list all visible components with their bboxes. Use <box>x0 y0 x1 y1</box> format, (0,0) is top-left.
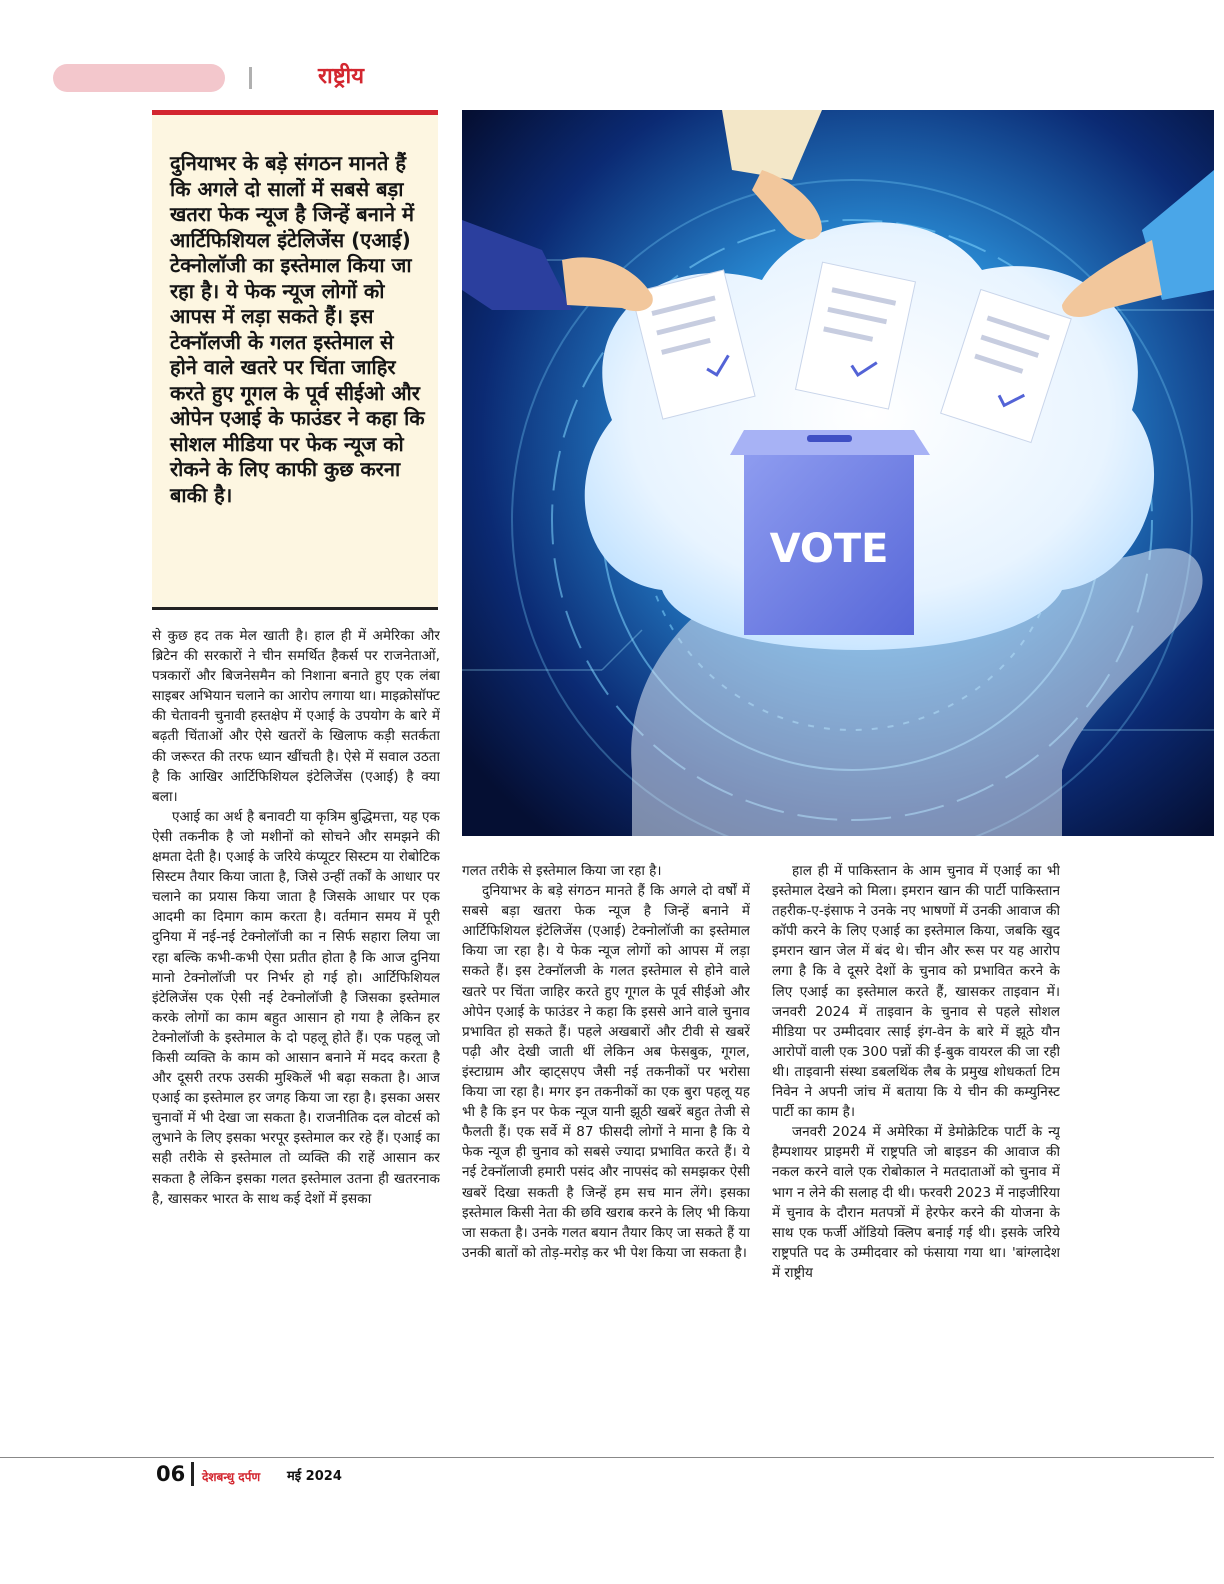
issue-date: मई 2024 <box>287 1469 342 1484</box>
election-ai-illustration <box>462 110 1214 836</box>
header-divider <box>249 67 252 89</box>
pullquote-box <box>152 110 438 610</box>
column-3-paragraph-2: जनवरी 2024 में अमेरिका में डेमोक्रेटिक पार्टी के न्यू हैम्पशायर प्राइमरी में राष्ट्रपति जो बाइडन की आवाज की नकल करने वाले एक रोबोकाल ने मतदाताओं को चुनाव में भाग न लेने की सलाह दी थी। फरवरी 2023 में नाइजीरिया में चुनाव के दौरान मतपत्रों में हेरफेर करने की योजना के साथ एक फर्जी ऑडियो क्लिप बनाई गई थी। इसके जरिये राष्ट्रपति पद के उम्मीदवार को फंसाया गया था। 'बांग्लादेश में राष्ट्रीय <box>772 1124 1060 1281</box>
header-accent-pill <box>53 64 225 92</box>
article-column-3 <box>772 861 1060 1441</box>
page-number: 06 <box>156 1462 186 1486</box>
footer-rule <box>0 1457 1214 1458</box>
column-1-paragraph-1: से कुछ हद तक मेल खाती है। हाल ही में अमेरिका और ब्रिटेन की सरकारों ने चीन समर्थित हैकर्स पर राजनेताओं, पत्रकारों और बिजनेसमैन को निशाना बनाते हुए एक लंबा साइबर अभियान चलाने का आरोप लगाया था। माइक्रोसॉफ्ट की चेतावनी चुनावी हस्तक्षेप में एआई के उपयोग के बारे में बढ़ती चिंताओं और ऐसे खतरों के खिलाफ कड़ी सतर्कता की जरूरत की तरफ ध्यान खींचती है। ऐसे में सवाल उठता है कि आखिर आर्टिफिशियल इंटेलिजेंस (एआई) है क्या बला। <box>152 628 440 805</box>
illustration-svg <box>462 110 1214 836</box>
pullquote-text: दुनियाभर के बड़े संगठन मानते हैं कि अगले दो सालों में सबसे बड़ा खतरा फेक न्यूज है जिन्हें बनाने में आर्टिफिशियल इंटेलिजेंस (एआई) टेक्नोलॉजी का इस्तेमाल किया जा रहा है। ये फेक न्यूज लोगों को आपस में लड़ा सकते हैं। इस टेक्नॉलजी के गलत इस्तेमाल से होने वाले खतरे पर चिंता जाहिर करते हुए गूगल के पूर्व सीईओ और ओपेन एआई के फाउंडर ने कहा कि सोशल मीडिया पर फेक न्यूज को रोकने के लिए काफी कुछ करना बाकी है। <box>170 151 425 507</box>
column-1-paragraph-2: एआई का अर्थ है बनावटी या कृत्रिम बुद्धिमत्ता, यह एक ऐसी तकनीक है जो मशीनों को सोचने और समझने की क्षमता देती है। एआई के जरिये कंप्यूटर सिस्टम या रोबोटिक सिस्टम तैयार किया जाता है, जिसे उन्हीं तर्कों के आधार पर चलाने का प्रयास किया जाता है जिसके आधार पर एक आदमी का दिमाग काम करता है। वर्तमान समय में पूरी दुनिया में नई-नई टेक्नोलॉजी का न सिर्फ सहारा लिया जा रहा बल्कि कभी-कभी ऐसा प्रतीत होता है कि आज दुनिया मानो टेक्नोलॉजी पर निर्भर हो गई हो। आर्टिफिशियल इंटेलिजेंस एक ऐसी नई टेक्नोलॉजी है जिसका इस्तेमाल करके लोगों का काम बहुत आसान हो गया है लेकिन हर टेक्नोलॉजी के इस्तेमाल के दो पहलू होते हैं। एक पहलू जो किसी व्यक्ति के काम को आसान बनाने में मदद करता है और दूसरी तरफ उसकी मुश्किलें भी बढ़ा सकता है। आज एआई का इस्तेमाल हर जगह किया जा रहा है। इसका असर चुनावों में भी देखा जा सकता है। राजनीतिक दल वोटर्स को लुभाने के लिए इसका भरपूर इस्तेमाल कर रहे हैं। एआई का सही तरीके से इस्तेमाल तो व्यक्ति की राहें आसान कर सकता है लेकिन इसका गलत इस्तेमाल उतना ही खतरनाक है, खासकर भारत के साथ कई देशों में इसका <box>152 808 440 1207</box>
footer-divider <box>191 1462 194 1486</box>
article-column-1 <box>152 626 440 1441</box>
column-3-paragraph-1: हाल ही में पाकिस्तान के आम चुनाव में एआई का भी इस्तेमाल देखने को मिला। इमरान खान की पार्टी पाकिस्तान तहरीक-ए-इंसाफ ने उनके नए भाषणों में उनकी आवाज की कॉपी करने के लिए एआई का इस्तेमाल किया, जबकि खुद इमरान खान जेल में बंद थे। चीन और रूस पर यह आरोप लगा है कि वे दूसरे देशों के चुनाव को प्रभावित करने के लिए एआई का इस्तेमाल करते हैं, खासकर ताइवान में। जनवरी 2024 में ताइवान के चुनाव से पहले सोशल मीडिया पर उम्मीदवार त्साई इंग-वेन के बारे में झूठे यौन आरोपों वाली एक 300 पन्नों की ई-बुक वायरल की जा रही थी। ताइवानी संस्था डबलथिंक लैब के प्रमुख शोधकर्ता टिम निवेन ने अपनी जांच में बताया कि ये चीन की कम्युनिस्ट पार्टी का काम है। <box>772 863 1060 1121</box>
article-column-2 <box>462 861 750 1441</box>
ballot-box-label: VOTE <box>769 526 889 572</box>
column-2-paragraph-2: दुनियाभर के बड़े संगठन मानते हैं कि अगले दो वर्षों में सबसे बड़ा खतरा फेक न्यूज है जिन्हें बनाने में आर्टिफिशियल इंटेलिजेंस (एआई) टेक्नोलॉजी का इस्तेमाल किया जा रहा है। ये फेक न्यूज लोगों को आपस में लड़ा सकते हैं। इस टेक्नॉलजी के गलत इस्तेमाल से होने वाले खतरे पर चिंता जाहिर करते हुए गूगल के पूर्व सीईओ और ओपेन एआई के फाउंडर ने कहा कि इससे आने वाले चुनाव प्रभावित हो सकते हैं। पहले अखबारों और टीवी से खबरें पढ़ी और देखी जाती थीं लेकिन अब फेसबुक, गूगल, इंस्टाग्राम और व्हाट्सएप जैसी नई तकनीकों पर भरोसा किया जा रहा है। मगर इन तकनीकों का एक बुरा पहलू यह भी है कि इन पर फेक न्यूज यानी झूठी खबरें बहुत तेजी से फैलती हैं। एक सर्वे में 87 फीसदी लोगों ने माना है कि ये फेक न्यूज ही चुनाव को सबसे ज्यादा प्रभावित करते हैं। ये नई टेक्नॉलाजी हमारी पसंद और नापसंद को समझकर ऐसी खबरें दिखा सकती है जिन्हें हम सच मान लेंगे। इसका इस्तेमाल किसी नेता की छवि खराब करने के लिए भी किया जा सकता है। उनके गलत बयान तैयार किए जा सकते हैं या उनकी बातों को तोड़-मरोड़ कर भी पेश किया जा सकता है। <box>462 883 750 1261</box>
column-2-paragraph-1: गलत तरीके से इस्तेमाल किया जा रहा है। <box>462 863 662 879</box>
section-title: राष्ट्रीय <box>318 64 365 89</box>
magazine-name: देशबन्धु दर्पण <box>202 1470 261 1484</box>
